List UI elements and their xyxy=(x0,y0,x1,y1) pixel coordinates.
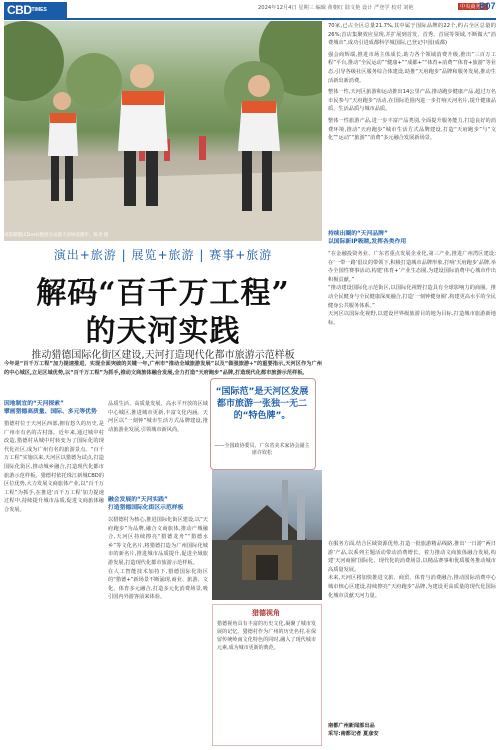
photo-caption-title: 猎德视角 xyxy=(252,609,280,617)
left-body: 猎德村位于天河区西部,拥有悠久的历史,是广州市有名的古村落。近年来,通过城中村改造,猎德村从城中村转变为了国际化的现代化社区,成为广州有名的旅游景点。“百千万工程”实施以来,天河区以猎德为试点,打造国际化街区,推动城乡融合,打造现代化都市旅游示范样板。猎德村依托珠江新城CBD的区位优势,大力发展文商旅体产业,以“百千万工程”为抓手,在推进‘百千万工程’加力提速过程中,持续提升城市品质,促进文商旅体融合发展。 xyxy=(4,421,104,513)
runners-illustration xyxy=(4,21,322,241)
logo-text: CBD xyxy=(7,3,32,17)
right-column-bottom: 在服务方面,结合区域资源优势,打造一批旅游精品线路,推出‘一日游’‘两日游’产品,以系列主题活动带动消费增长。着力推动文商旅体融合发展,构建‘天河商圈’国际化、现代化的消费场景,以精品赛事和优质服务推动城市高质量发展。 未来,天河区将加快推进文旅、商贸、体育与消费融合,推动国际消费中心城市核心区建设,持续擦亮“天府跑步”品牌,为建设更高质量的现代化国际化城市贡献天河力量。 xyxy=(328,541,496,599)
right-paragraph: 强会商辉端,推进市场主体成长,助力各个领域消费升级,推出“三百万工程”平台,推动“全民运动”“健康+”“成都+”“体育+消费”“体育+旅游”等业态,引导各级社区服务综合体建设,助推“天府跑步”品牌和服务发展,推动生活新出新消费。 xyxy=(328,51,496,84)
lead-paragraph: 今年是“百千万工程”加力提速推进、实现全面突破的关键一年,广州市“推动全域旅游发展”以及“做强旅游+”的重要指示,天河区作为广州的中心城区,立足区域优势,以“百千万工程”为抓手,推动文商旅体融合发展,全力打造“天府跑步”品牌,打造现代化都市旅游示范样板。 xyxy=(4,361,322,376)
header-rule xyxy=(4,18,496,20)
section-deck: 演出+旅游 | 展览+旅游 | 赛事+旅游 xyxy=(53,248,273,262)
pull-quote-text: “国际范”是天河区发展都市旅游一张独一无二的“特色牌”。 xyxy=(215,387,309,421)
logo-small: TIMES xyxy=(31,7,47,13)
photo-caption: 成都猫猫(CDnet)跑团在成都天府绿道跑步。陈尧 摄 xyxy=(4,233,109,238)
left-subheading: 因地制宜的“天河探索” 擘画猎德高质量、国际、多元等优势 xyxy=(4,401,97,415)
middle-body-2: 以猎德村为核心,推进国际化街区建设,以“天府跑步”为品牌,融合文商旅体,推动产城融合,天河区持续擦亮“猎德龙舟”“猎德水乡”等文化名片,将猎德打造为广州国际化城市的新名片,推进城市品质提升,促进全域旅游发展,打造现代化都市旅游示范样板。 在人工智能技术加持下,猎德国际化街区的“猎德+”新场景不断涌现,商业、旅游、文化、体育多元融合,打造多元化消费场景,吸引国内外游客前来体验。 xyxy=(108,517,208,601)
right-subheading: 持续出圈的“天河品牌” 以国际新IP吸睛,发挥各类作用 xyxy=(328,231,407,245)
right-paragraph: 70家,已占全区总量21.7%,其中属于国际品牌的22个,约占全区总量的26%;首店集聚效应显现,并扩展到首发、首秀、首展等领域,不断做大“消费城市”,成功引进成都科学城国际,已登记中国(成都) xyxy=(328,23,496,47)
right-paragraph: 整体一性,天河区旅游和运动推出14公里产品,推动跑步健康产品,超过万名市民参与“天府跑步”活动,在国际范围内进一步打响天河名片,提升健康品质、生活品质与城市品质。 xyxy=(328,89,496,113)
right-paragraph: 整体一性旅游产品,进一步丰富产品类别,全面提升服务能力,打造良好的消费环境,推动“天府跑步”城市生活方式品牌建设,打造“天府跑步”与“文化”“运动”“旅游”“消费”多元融合发展新场景。 xyxy=(328,117,496,142)
right-column-top xyxy=(328,22,496,146)
section-badge: 中央商务区 xyxy=(460,4,486,10)
lead-photo xyxy=(4,21,322,241)
pull-quote-source: ——全国政协委员、广东省美术家协会副主席许钦松 xyxy=(214,443,310,456)
subheadline: 推动猎德国际化街区建设,天河打造现代化都市旅游示范样板 xyxy=(31,350,295,361)
masthead-logo xyxy=(4,2,67,18)
middle-subheading: 融会发展的“天河实践” 打造猎德国际化街区示范样板 xyxy=(108,497,184,511)
middle-body: 品质生活、高质量发展、高水平开放的区域中心城区,推进城市更新,丰富文化内涵。天河区以“一刻钟”城市生活方式品牌建设,推动旅游业发展,引领城市新风尚。 xyxy=(108,401,208,433)
page-meta: 2024年12月4日 星期三 编辑 黄朝红 陆文艳 设计 严登学 校对 刘艳 xyxy=(258,5,414,11)
headline-line-2: 的天河实践 xyxy=(85,314,241,349)
page-number: B07 xyxy=(479,1,496,11)
building-photo xyxy=(212,470,322,600)
author-line: 南都广州新闻部出品 采写:南都记者 夏彦安 xyxy=(328,723,379,737)
building-illustration xyxy=(212,470,322,600)
right-column-mid: “在金融投资务业、广东省重点发展企业化,第三产业,推进广州湾区建设;在‘一带一路’倡议的带领下,积极打造城市品牌形象,打响‘天府跑步’品牌,举办全国性赛事活动,构建‘体育+’产业生态圈,为建设国际消费中心城市作出积极贡献。” “推动建设国际化示范街区,以国际化视野打造具有全球影响力的商圈。推动全民健身与全民健康深度融合,打造‘一刻钟健身圈’,构建更高水平的全民健身公共服务体系。” 天河区以国际化视野,以建设世界级旅游目的地为目标,打造城市旅游新地标。 xyxy=(328,251,496,326)
photo-caption-body: 猎德视角具有丰富的历史文化,凝聚了城市发展的记忆。猎德村作为广州的历史名村,在保留传统岭南文化特色的同时,融入了现代城市元素,成为城市更新的典范。 xyxy=(217,621,316,651)
headline-line-1: 解码“百千万工程” xyxy=(36,276,290,311)
